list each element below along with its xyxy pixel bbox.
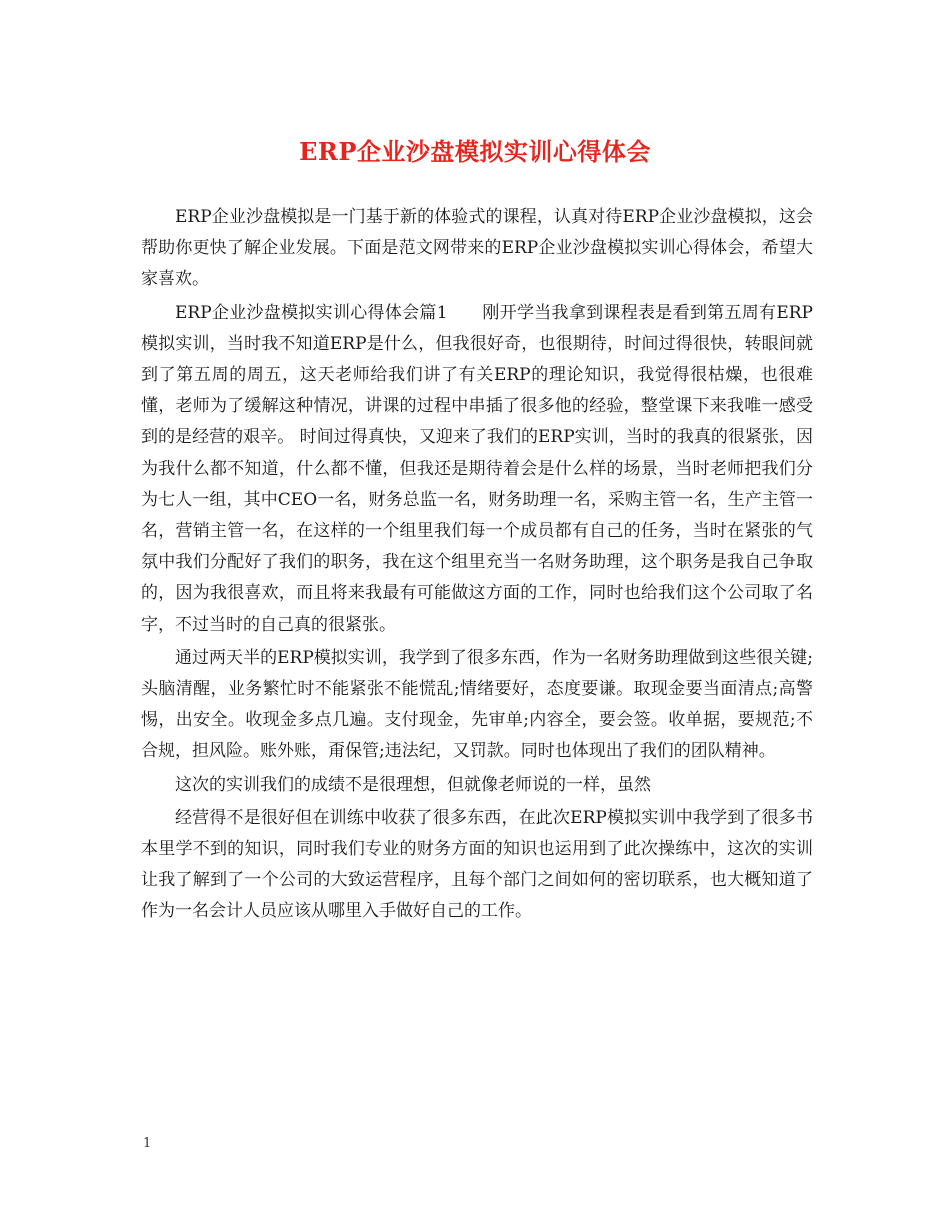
- document-body: [141, 202, 813, 928]
- document-title: ERP企业沙盘模拟实训心得体会: [299, 137, 651, 166]
- paragraph-lessons: 通过两天半的ERP模拟实训，我学到了很多东西，作为一名财务助理做到这些很关键;头脑清醒，业务繁忙时不能紧张不能慌乱;情绪要好，态度要谦。取现金要当面清点;高警惕，出安全。收现金多点几遍。支付现金，先审单;内容全，要会签。收单据，要规范;不合规，担风险。账外账，甭保管;违法纪，又罚款。同时也体现出了我们的团队精神。: [141, 647, 813, 762]
- page-number: 1: [143, 1136, 152, 1151]
- paragraph-conclusion: 经营得不是很好但在训练中收获了很多东西，在此次ERP模拟实训中我学到了很多书本里学不到的知识，同时我们专业的财务方面的知识也运用到了此次操练中，这次的实训让我了解到了一个公司的大致运营程序，且每个部门之间如何的密切联系，也大概知道了作为一名会计人员应该从哪里入手做好自己的工作。: [141, 807, 813, 922]
- paragraph-results: 这次的实训我们的成绩不是很理想，但就像老师说的一样，虽然: [175, 774, 651, 795]
- paragraph-intro: ERP企业沙盘模拟是一门基于新的体验式的课程，认真对待ERP企业沙盘模拟，这会帮助你更快了解企业发展。下面是范文网带来的ERP企业沙盘模拟实训心得体会，希望大家喜欢。: [141, 207, 813, 290]
- paragraph-experience: ERP企业沙盘模拟实训心得体会篇1 刚开学当我拿到课程表是看到第五周有ERP模拟实训，当时我不知道ERP是什么，但我很好奇，也很期待，时间过得很快，转眼间就到了第五周的周五，这天老师给我们讲了有关ERP的理论知识，我觉得很枯燥，也很难懂，老师为了缓解这种情况，讲课的过程中串插了很多他的经验，整堂课下来我唯一感受到的是经营的艰辛。 时间过得真快，又迎来了我们的ERP实训，当时的我真的很紧张，因为我什么都不知道，什么都不懂，但我还是期待着会是什么样的场景，当时老师把我们分为七人一组，其中CEO一名，财务总监一名，财务助理一名，采购主管一名，生产主管一名，营销主管一名，在这样的一个组里我们每一个成员都有自己的任务，当时在紧张的气氛中我们分配好了我们的职务，我在这个组里充当一名财务助理，这个职务是我自己争取的，因为我很喜欢，而且将来我最有可能做这方面的工作，同时也给我们这个公司取了名字，不过当时的自己真的很紧张。: [141, 302, 813, 635]
